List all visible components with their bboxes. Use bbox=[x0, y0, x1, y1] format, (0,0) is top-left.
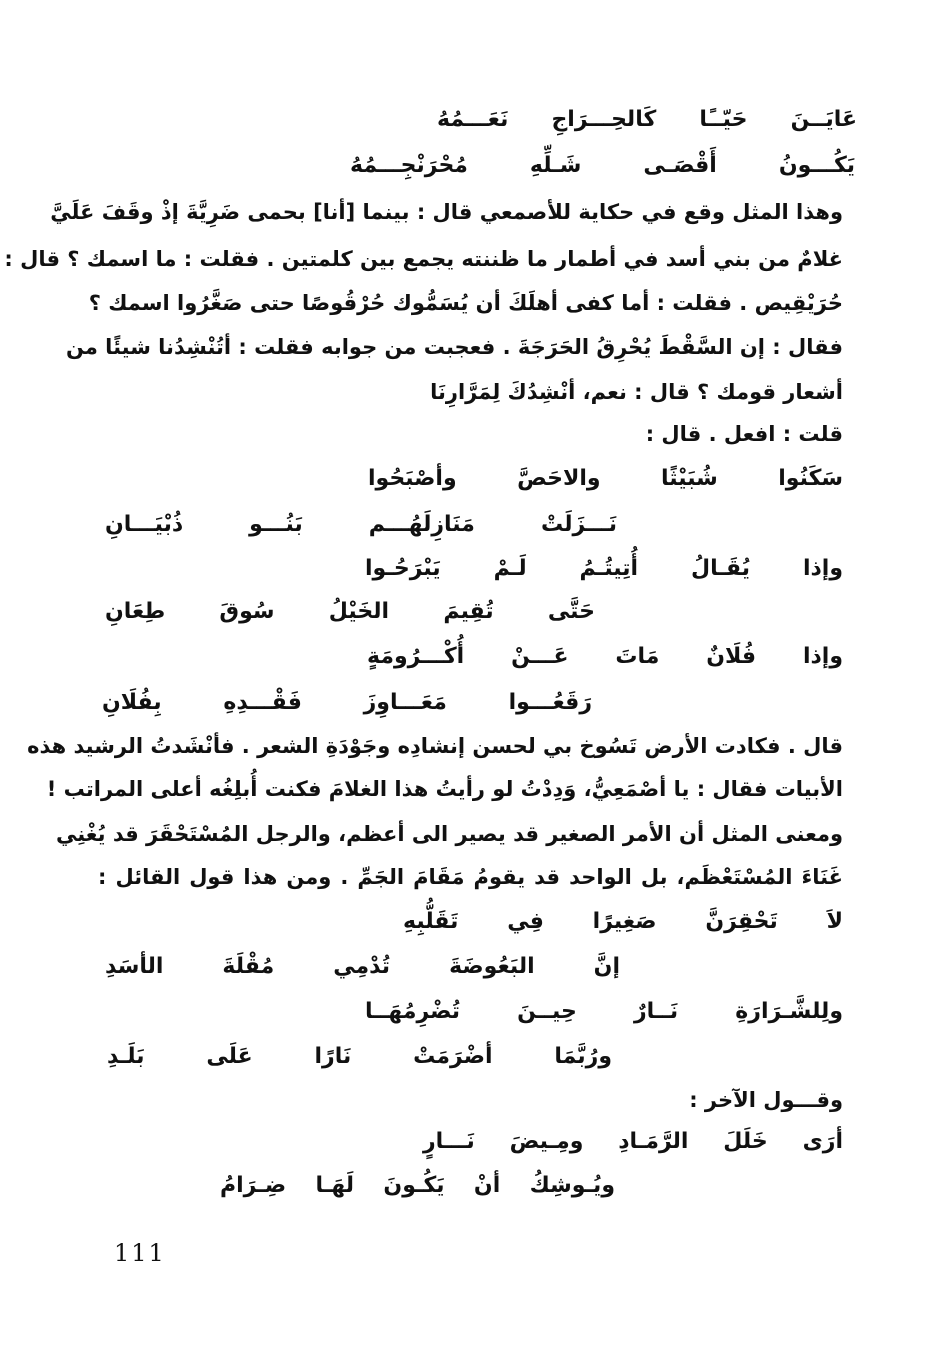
prose-line: قلت : افعل . قال : bbox=[645, 422, 843, 446]
verse-line: أرَى خَلَلَ الرَّمَـادِ ومِـيضَ نَـــارٍ bbox=[423, 1129, 843, 1154]
prose-line: غلامٌ من بني أسد في أطمار ما ظننته يجمع بين كلمتين . فقلت : ما اسمك ؟ قال : bbox=[4, 247, 843, 271]
prose-line: وقـــول الآخر : bbox=[689, 1088, 843, 1112]
verse-line: إنَّ البَعُوضَةَ تُدْمِي مُقْلَةَ الأسَدِ bbox=[105, 954, 620, 979]
verse-line: عَايَــنَ حَيّــًا كَالحِـــرَاجِ نَعَـــمُهُ bbox=[437, 107, 857, 132]
verse-line: رَقَعُـــوا مَعَـــاوِزَ فَقْـــدِهِ بِفُلَانِ bbox=[102, 690, 592, 715]
prose-line: ومعنى المثل أن الأمر الصغير قد يصير الى أعظم، والرجل المُسْتَحْقَرَ قد يُغْنِي bbox=[55, 822, 843, 846]
prose-line: غَنَاءَ المُسْتَعْظَم، بل الواحد قد يقومُ مَقَامَ الجَمِّ . ومن هذا قول القائل : bbox=[98, 865, 843, 889]
verse-line: حَتَّى تُقِيمَ الخَيْلُ سُوقَ طِعَانِ bbox=[105, 599, 595, 624]
prose-line: وهذا المثل وقع في حكاية للأصمعي قال : بينما [أنا] بحمى ضَرِيَّةَ إذْ وقَفَ عَلَيَّ bbox=[50, 200, 843, 224]
prose-line: أشعار قومك ؟ قال : نعم، أنْشِدُكَ لِمَرَّارِنَا bbox=[430, 380, 843, 404]
verse-line: سَكَنُوا شُبَيْثًا والاحَصَّ وأصْبَحُوا bbox=[368, 466, 843, 491]
verse-line: وإذا يُقَـالُ أُتِيتُـمُ لَـمْ يَبْرَحُـوا bbox=[365, 556, 843, 581]
page-number: 111 bbox=[114, 1239, 166, 1267]
verse-line: ورُبَّمَا أضْرَمَتْ نَارًا عَلَى بَلَـدِ bbox=[107, 1044, 612, 1069]
verse-line: وإذا فُلَانٌ مَاتَ عَـــنْ أُكْـــرُومَةٍ bbox=[367, 644, 843, 669]
verse-line: ويُـوشِكُ أنْ يَكُـونَ لَهَـا ضِـرَامُ bbox=[220, 1173, 615, 1198]
verse-line: ولِلشَّـرَارَةِ نَــارٌ حِيــنَ تُضْرِمُهَــا bbox=[365, 999, 843, 1024]
prose-line: قال . فكادت الأرض تَسُوخ بي لحسن إنشادِه وجَوْدَةِ الشعر . فأنْشَدتُ الرشيد هذه bbox=[27, 734, 843, 758]
prose-line: الأبيات فقال : يا أصْمَعِيُّ، وَدِدْتُ لو رأيتُ هذا الغلامَ فكنت أُبلِغُه أعلى المراتب ! bbox=[46, 777, 843, 801]
prose-line: فقال : إن السَّقْطَ يُحْرِقُ الحَرَجَةَ . فعجبت من جوابه فقلت : أتُنْشِدُنا شيئًا من bbox=[65, 335, 843, 359]
verse-line: لاَ تَحْقِرَنَّ صَغِيرًا فِي تَقَلُّبِهِ bbox=[403, 909, 843, 934]
verse-line: يَكُـــونُ أَقْصَـى شَـلِّهِ مُحْرَنْجِـــمُهُ bbox=[350, 153, 855, 178]
verse-line: نَـــزَلَتْ مَنَازِلَهُـــم بَنُـــو ذُبْيَـــانِ bbox=[105, 512, 617, 537]
prose-line: حُرَيْقِيص . فقلت : أما كفى أهلَكَ أن يُسَمُّوك حُرْقُوصًا حتى صَغَّرُوا اسمك ؟ bbox=[88, 291, 843, 315]
